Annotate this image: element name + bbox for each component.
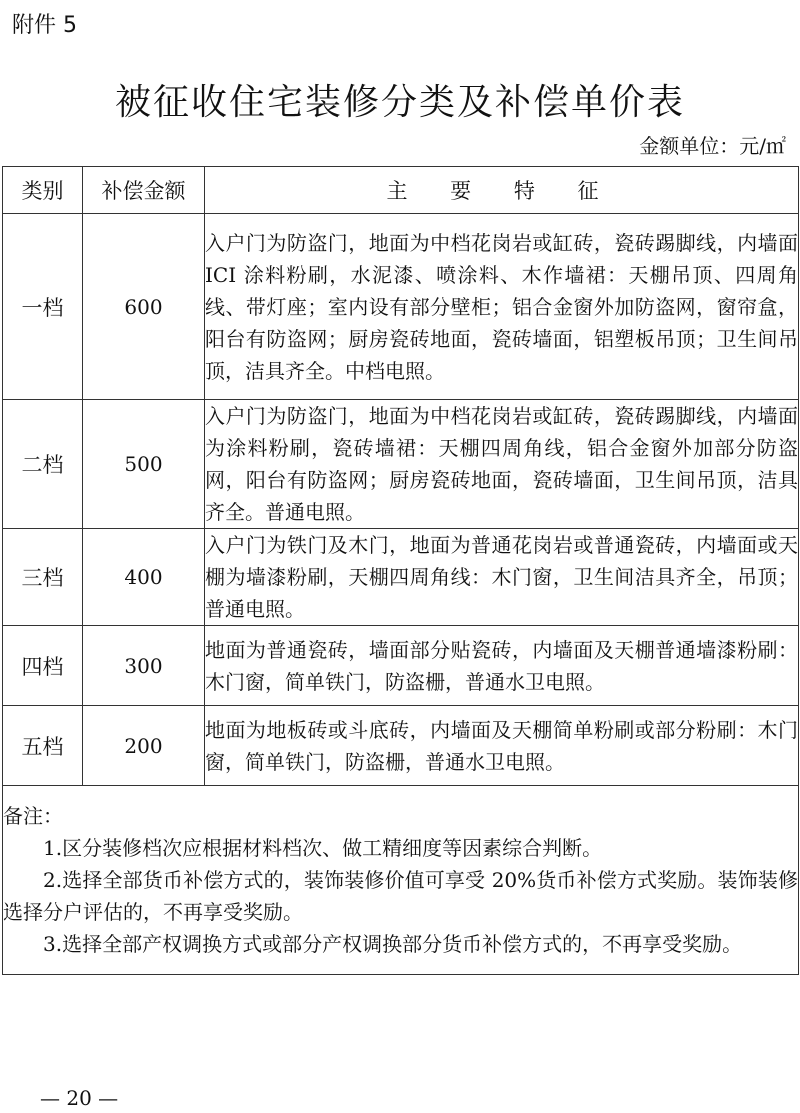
notes-row bbox=[3, 786, 799, 975]
row-amount: 500 bbox=[83, 400, 205, 529]
unit-label: 金额单位：元/㎡ bbox=[639, 134, 786, 158]
row-amount: 600 bbox=[83, 214, 205, 400]
note-item: 1.区分装修档次应根据材料档次、做工精细度等因素综合判断。 bbox=[43, 836, 603, 860]
row-features: 入户门为防盗门，地面为中档花岗岩或缸砖，瓷砖踢脚线，内墙面为涂料粉刷，瓷砖墙裙：天棚四周角线，铝合金窗外加部分防盗网，阳台有防盗网；厨房瓷砖地面，瓷砖墙面，卫生间吊顶，洁具齐全。普通电照。 bbox=[205, 400, 799, 529]
notes-cell bbox=[3, 786, 799, 975]
attachment-label: 附件 5 bbox=[12, 13, 77, 38]
header-amount: 补偿金额 bbox=[83, 167, 205, 214]
compensation-table bbox=[2, 166, 799, 975]
table-row bbox=[3, 529, 799, 626]
table-header-row bbox=[3, 167, 799, 214]
page-number: — 20 — bbox=[40, 1086, 119, 1110]
note-item: 3.选择全部产权调换方式或部分产权调换部分货币补偿方式的，不再享受奖励。 bbox=[43, 932, 743, 956]
table-row bbox=[3, 706, 799, 786]
table-row bbox=[3, 626, 799, 706]
row-amount: 200 bbox=[83, 706, 205, 786]
row-features: 入户门为防盗门，地面为中档花岗岩或缸砖，瓷砖踢脚线，内墙面 ICI 涂料粉刷，水泥漆、喷涂料、木作墙裙：天棚吊顶、四周角线、带灯座；室内设有部分壁柜；铝合金窗外加防盗网，窗帘盒，阳台有防盗网；厨房瓷砖地面，瓷砖墙面，铝塑板吊顶；卫生间吊顶，洁具齐全。中档电照。 bbox=[205, 214, 799, 400]
row-category: 一档 bbox=[3, 214, 83, 400]
row-features: 地面为普通瓷砖，墙面部分贴瓷砖，内墙面及天棚普通墙漆粉刷：木门窗，简单铁门，防盗栅，普通水卫电照。 bbox=[205, 626, 799, 706]
row-features: 地面为地板砖或斗底砖，内墙面及天棚简单粉刷或部分粉刷：木门窗，简单铁门，防盗栅，普通水卫电照。 bbox=[205, 706, 799, 786]
notes-label: 备注： bbox=[3, 804, 63, 828]
header-features: 主 要 特 征 bbox=[205, 167, 799, 214]
header-category: 类别 bbox=[3, 167, 83, 214]
table-row bbox=[3, 400, 799, 529]
row-features: 入户门为铁门及木门，地面为普通花岗岩或普通瓷砖，内墙面或天棚为墙漆粉刷，天棚四周角线：木门窗，卫生间洁具齐全，吊顶；普通电照。 bbox=[205, 529, 799, 626]
row-amount: 300 bbox=[83, 626, 205, 706]
row-category: 三档 bbox=[3, 529, 83, 626]
row-amount: 400 bbox=[83, 529, 205, 626]
table-row bbox=[3, 214, 799, 400]
row-category: 五档 bbox=[3, 706, 83, 786]
row-category: 二档 bbox=[3, 400, 83, 529]
page-title: 被征收住宅装修分类及补偿单价表 bbox=[114, 82, 685, 123]
note-item: 2.选择全部货币补偿方式的，装饰装修价值可享受 20%货币补偿方式奖励。装饰装修选择分户评估的，不再享受奖励。 bbox=[3, 868, 798, 924]
row-category: 四档 bbox=[3, 626, 83, 706]
